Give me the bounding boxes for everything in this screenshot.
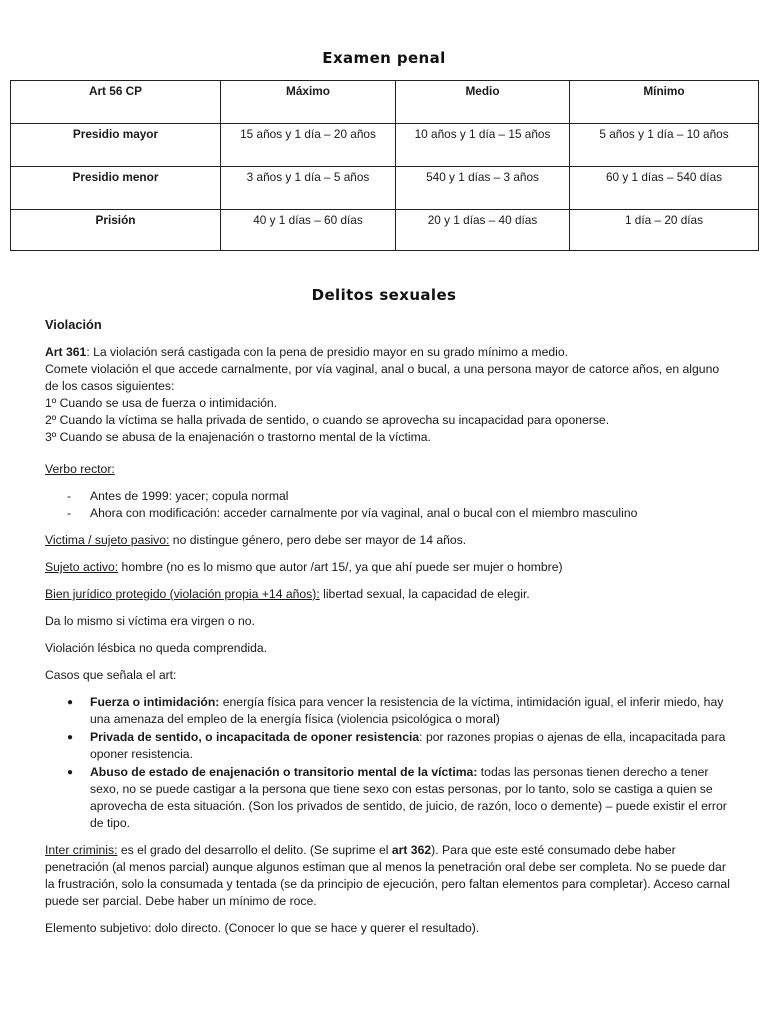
table-header-cell: Máximo xyxy=(221,81,396,124)
list-item-text: Antes de 1999: yacer; copula normal xyxy=(90,489,289,503)
table-row xyxy=(11,124,759,167)
section-title: Delitos sexuales xyxy=(311,286,457,304)
table-header-row xyxy=(11,81,759,124)
art-361-block xyxy=(45,344,730,446)
art-line: Comete violación el que accede carnalmente, por vía vaginal, anal o bucal, a una persona mayor de catorce años, en alguno de los casos siguientes: xyxy=(45,362,720,393)
table-header-cell: Medio xyxy=(396,81,570,124)
subjetivo-paragraph: Elemento subjetivo: dolo directo. (Conocer lo que se hace y querer el resultado). xyxy=(45,921,480,935)
list-item-bold: Privada de sentido, o incapacitada de oponer resistencia xyxy=(90,730,420,744)
underlined-label: Victima / sujeto pasivo: xyxy=(45,533,170,547)
table-row-header: Presidio menor xyxy=(11,167,221,210)
table-row-header: Presidio mayor xyxy=(11,124,221,167)
dash-marker: - xyxy=(67,489,72,503)
art-label: Art 361 xyxy=(45,345,87,359)
table-header-cell: Mínimo xyxy=(570,81,759,124)
table-cell: 15 años y 1 día – 20 años xyxy=(221,124,396,167)
table-row xyxy=(11,167,759,210)
list-item-text: : por razones propias o ajenas de ella, incapacitada para oponer resistencia. xyxy=(90,730,726,761)
list-item xyxy=(45,694,730,728)
paragraph-text: ). Para que este esté consumado debe haber penetración (al menos parcial) aunque algunos estiman que al menos la penetración oral debe ser completa. No se puede dar la frustración, solo la consumada y tentada (se da principio de ejecución, pero faltan elementos para completar). Acceso carnal puede ser parcial. Debe haber un mínimo de roce. xyxy=(45,843,730,908)
art-text: : La violación será castigada con la pena de presidio mayor en su grado mínimo a medio. xyxy=(86,345,569,359)
inter-criminis-paragraph xyxy=(45,842,730,910)
paragraph-text: no distingue género, pero debe ser mayor de 14 años. xyxy=(169,533,467,547)
list-item-text: Ahora con modificación: acceder carnalmente por vía vaginal, anal o bucal con el miembro masculino xyxy=(90,506,638,520)
table-cell: 540 y 1 días – 3 años xyxy=(396,167,570,210)
casos-intro: Casos que señala el art: xyxy=(45,668,177,682)
paragraph-text: libertad sexual, la capacidad de elegir. xyxy=(319,587,530,601)
bullet-marker: ● xyxy=(67,697,74,708)
dash-marker: - xyxy=(67,506,72,520)
paragraph-text: hombre (no es lo mismo que autor /art 15/, ya que ahí puede ser mujer o hombre) xyxy=(118,560,563,574)
underlined-label: Verbo rector: xyxy=(45,462,115,476)
victima-paragraph xyxy=(45,532,730,549)
lesbica-paragraph: Violación lésbica no queda comprendida. xyxy=(45,641,268,655)
bullet-marker: ● xyxy=(67,767,74,778)
table-header-cell: Art 56 CP xyxy=(11,81,221,124)
list-item-bold: Abuso de estado de enajenación o transitorio mental de la víctima: xyxy=(90,765,478,779)
table-row xyxy=(11,210,759,251)
verbo-list xyxy=(45,488,730,522)
underlined-label: Sujeto activo: xyxy=(45,560,119,574)
table-cell: 20 y 1 días – 40 días xyxy=(396,210,570,251)
activo-paragraph xyxy=(45,559,730,576)
bien-paragraph xyxy=(45,586,730,603)
casos-list xyxy=(45,694,730,832)
list-item-text: energía física para vencer la resistencia de la víctima, intimidación igual, el inferir miedo, hay una amenaza del empleo de la energía física (violencia psicológica o moral) xyxy=(90,695,724,726)
list-item xyxy=(45,729,730,763)
underlined-label: Inter criminis: xyxy=(45,843,118,857)
paragraph-text: es el grado del desarrollo el delito. (Se suprime el xyxy=(117,843,392,857)
table-cell: 3 años y 1 día – 5 años xyxy=(221,167,396,210)
penalty-grades-table xyxy=(10,80,759,251)
list-item-text: todas las personas tienen derecho a tener sexo, no se puede castigar a la persona que tiene sexo con estas personas, por lo tanto, solo se castiga a quien se aprovecha de esta situación. (Son los privados de sentido, de juicio, de razón, loco o demente) – puede existir el error de tipo. xyxy=(90,765,727,830)
list-item xyxy=(45,505,730,522)
bullet-marker: ● xyxy=(67,732,74,743)
table-cell: 10 años y 1 día – 15 años xyxy=(396,124,570,167)
section-body xyxy=(45,316,730,937)
table-cell: 40 y 1 días – 60 días xyxy=(221,210,396,251)
art-line: 2º Cuando la víctima se halla privada de sentido, o cuando se aprovecha su incapacidad para oponerse. xyxy=(45,413,610,427)
list-item xyxy=(45,488,730,505)
virgen-paragraph: Da lo mismo si víctima era virgen o no. xyxy=(45,614,255,628)
list-item xyxy=(45,764,730,832)
table-cell: 60 y 1 días – 540 días xyxy=(570,167,759,210)
table-cell: 5 años y 1 día – 10 años xyxy=(570,124,759,167)
page-title: Examen penal xyxy=(322,49,446,67)
art-reference: art 362 xyxy=(391,843,432,857)
table-cell: 1 día – 20 días xyxy=(570,210,759,251)
list-item-bold: Fuerza o intimidación: xyxy=(90,695,220,709)
art-line: 1º Cuando se usa de fuerza o intimidación. xyxy=(45,396,278,410)
verbo-label xyxy=(45,461,730,478)
underlined-label: Bien jurídico protegido (violación propia +14 años): xyxy=(45,587,320,601)
table-row-header: Prisión xyxy=(11,210,221,251)
art-line: 3º Cuando se abusa de la enajenación o trastorno mental de la víctima. xyxy=(45,430,431,444)
subsection-heading: Violación xyxy=(45,317,102,332)
art-361-paragraph xyxy=(45,344,730,361)
